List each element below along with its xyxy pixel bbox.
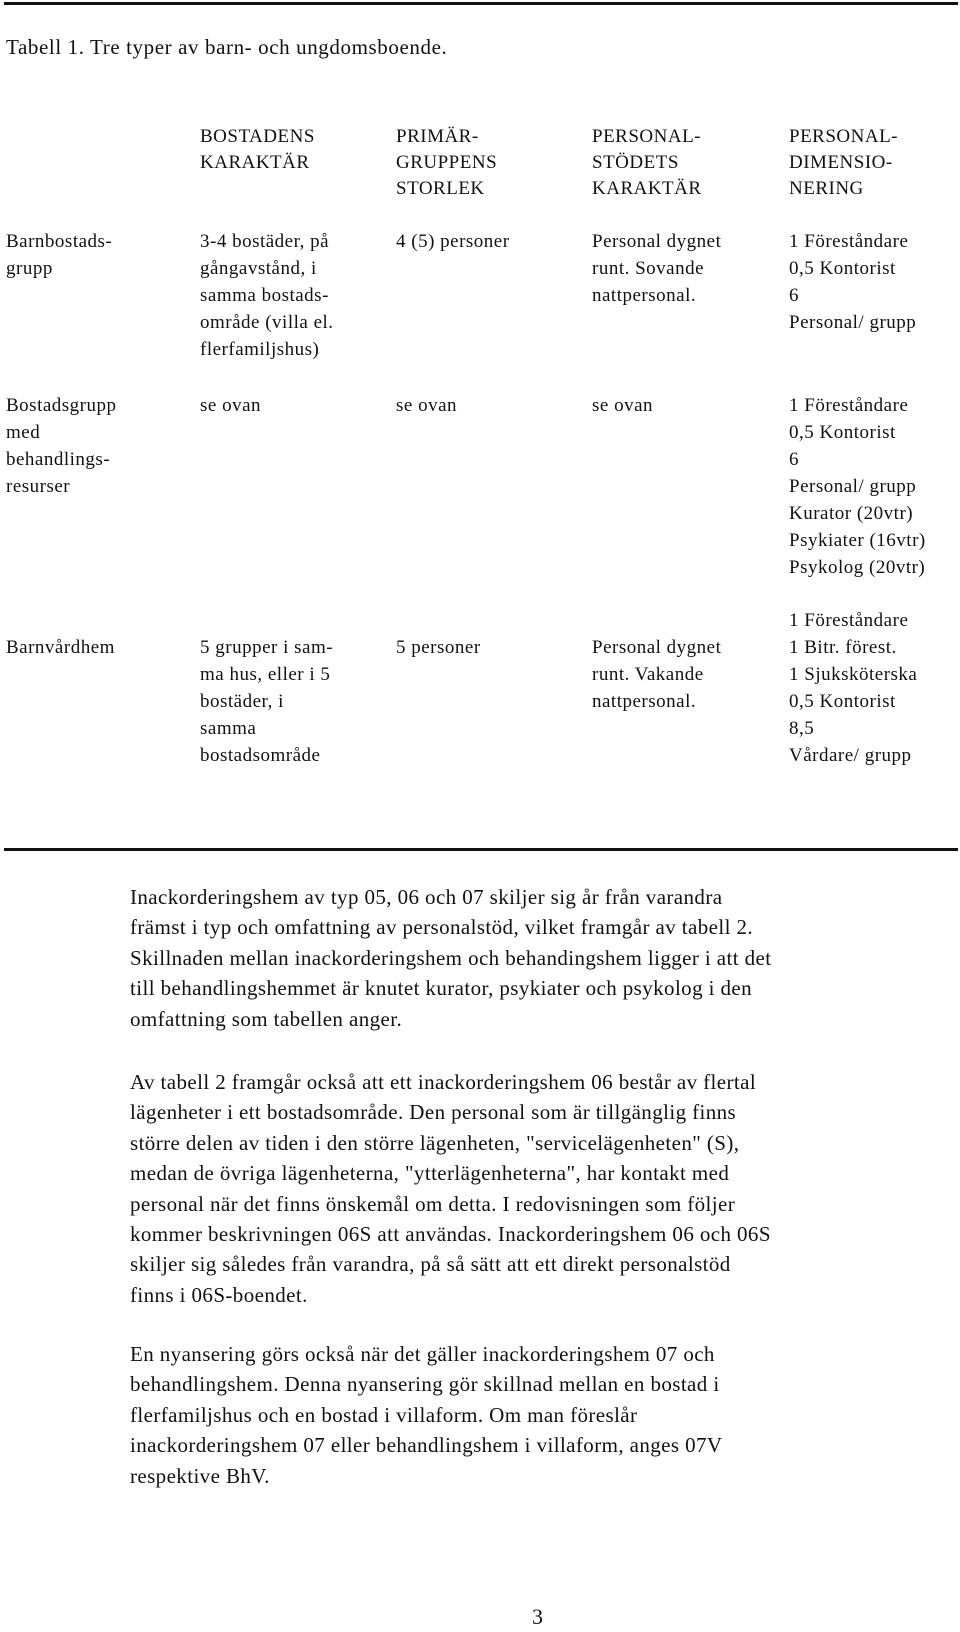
header-primargruppens-storlek: PRIMÄR- GRUPPENS STORLEK (396, 126, 498, 199)
table-cell: 1 Föreståndare 1 Bitr. förest. 1 Sjuksköterska 0,5 Kontorist 8,5 Vårdare/ grupp (789, 610, 918, 766)
table-cell: se ovan (396, 395, 458, 416)
header-personaldimensionering: PERSONAL- DIMENSIO- NERING (789, 126, 899, 199)
paragraph: Av tabell 2 framgår också att ett inackorderingshem 06 består av flertal lägenheter i ett bostadsområde. Den personal som är tillgänglig finns större delen av tiden i den större lägenheten, "servicelägenheten" (S), medan de övriga lägenheterna, "ytterlägenheterna", har kontakt med personal när det finns önskemål om detta. I redovisningen som följer kommer beskrivningen 06S att användas. Inackorderingshem 06 och 06S skiljer sig således från varandra, på så sätt att ett direkt personalstöd finns i 06S-boendet. (130, 1070, 771, 1307)
table-cell: 5 personer (396, 637, 481, 658)
table-cell: Personal dygnet runt. Sovande nattpersonal. (592, 231, 722, 306)
table-cell: 4 (5) personer (396, 231, 510, 252)
table-cell: 1 Föreståndare 0,5 Kontorist 6 Personal/ grupp Kurator (20vtr) Psykiater (16vtr) Psykolog (20vtr) (789, 395, 926, 578)
row-label-barnvardhem: Barnvårdhem (6, 637, 115, 658)
table-cell: se ovan (592, 395, 654, 416)
table-cell: 3-4 bostäder, på gångavstånd, i samma bostads- område (villa el. flerfamiljshus) (200, 231, 334, 360)
table-cell: 1 Föreståndare 0,5 Kontorist 6 Personal/ grupp (789, 231, 917, 333)
table-cell: Personal dygnet runt. Vakande nattpersonal. (592, 637, 722, 712)
header-personalstodets-karaktar: PERSONAL- STÖDETS KARAKTÄR (592, 126, 702, 199)
table-cell: se ovan (200, 395, 262, 416)
paragraph: Inackorderingshem av typ 05, 06 och 07 skiljer sig år från varandra främst i typ och omfattning av personalstöd, vilket framgår av tabell 2. Skillnaden mellan inackorderingshem och behandingshem ligger i att det till behandlingshemmet är knutet kurator, psykiater och psykolog i den omfattning som tabellen anger. (130, 885, 772, 1031)
table-caption: Tabell 1. Tre typer av barn- och ungdomsboende. (6, 35, 448, 59)
row-label-bostadsgrupp-med-behandlingsresurser: Bostadsgrupp med behandlings- resurser (6, 395, 117, 497)
page-number: 3 (532, 1604, 543, 1629)
top-rule (4, 2, 958, 5)
paragraph: En nyansering görs också när det gäller inackorderingshem 07 och behandlingshem. Denna nyansering gör skillnad mellan en bostad i flerfamiljshus och en bostad i villaform. Om man föreslår inackorderingshem 07 eller behandlingshem i villaform, anges 07V respektive BhV. (130, 1342, 723, 1488)
table-cell: 5 grupper i sam- ma hus, eller i 5 bostäder, i samma bostadsområde (200, 637, 334, 766)
section-rule (4, 848, 958, 851)
row-label-barnbostadsgrupp: Barnbostads- grupp (6, 231, 113, 279)
header-bostadens-karaktar: BOSTADENS KARAKTÄR (200, 126, 315, 173)
